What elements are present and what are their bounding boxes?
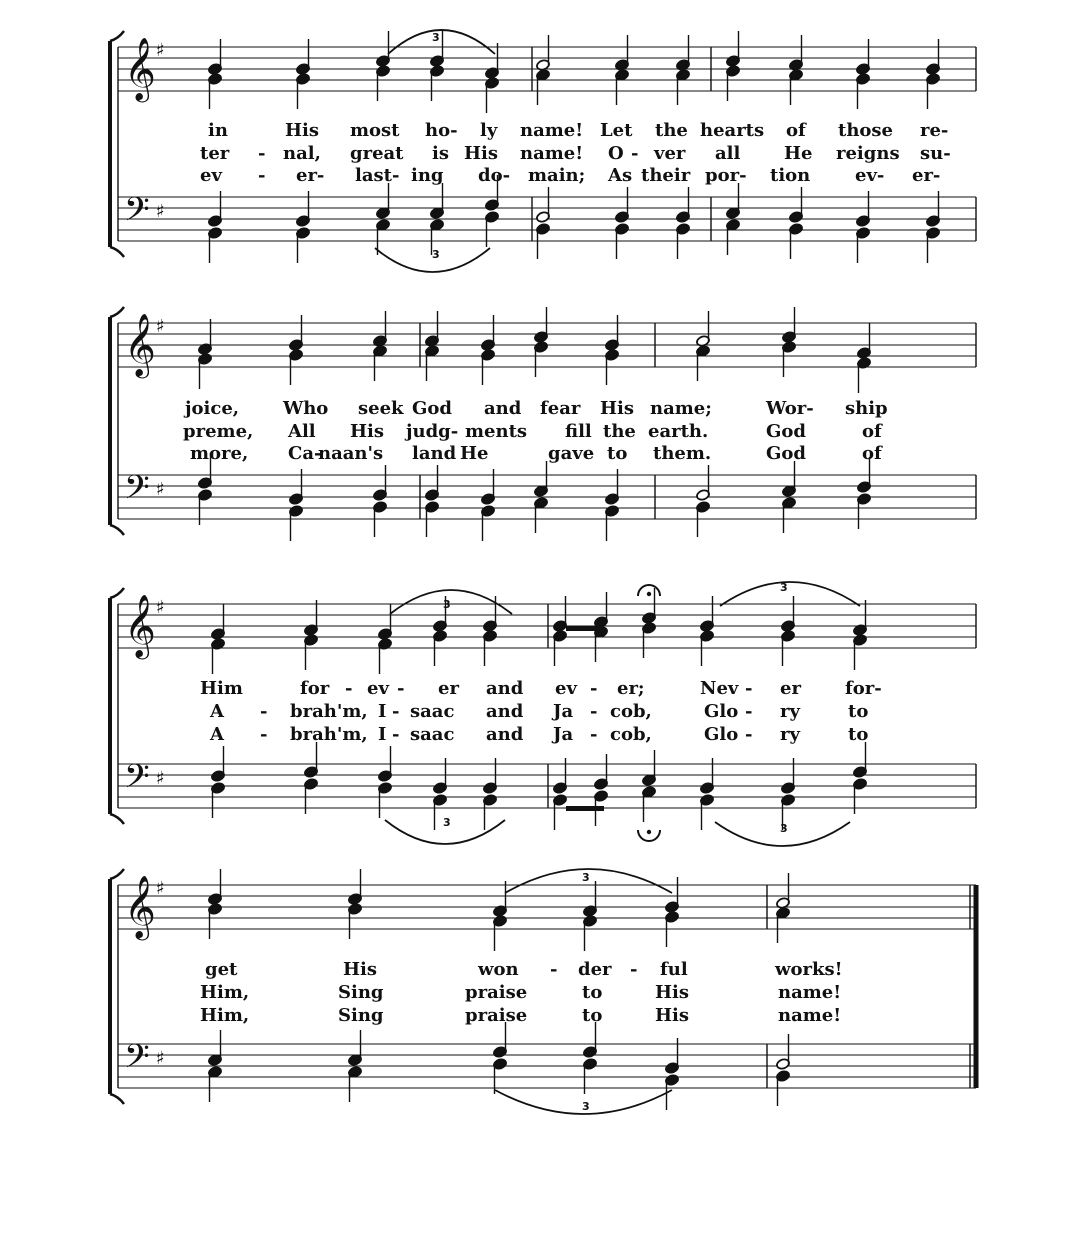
key-sharp: ♯ (156, 878, 165, 899)
lyric-word: er (780, 678, 801, 699)
lyric-line-3-3 (209, 724, 868, 745)
lyric-word: He (460, 443, 489, 464)
fermata-dot (647, 830, 651, 834)
lyric-word: brah'm, (290, 701, 368, 722)
lyric-word: praise (465, 1005, 528, 1026)
lyric-word: name! (778, 982, 842, 1003)
treble-clef: 𝄞 (124, 313, 156, 376)
lyric-word: - (745, 724, 753, 745)
treble-clef: 𝄞 (124, 875, 156, 938)
lyric-line-1-2 (200, 143, 951, 164)
lyric-word: His (285, 120, 319, 141)
lyric-word: them. (653, 443, 712, 464)
lyric-word: great (350, 143, 404, 164)
lyric-word: main; (528, 165, 586, 186)
lyric-word: saac (410, 724, 455, 745)
lyric-word: preme, (183, 421, 254, 442)
lyric-word: works! (775, 959, 843, 980)
lyric-word: in (208, 120, 228, 141)
lyric-word: - (392, 701, 400, 722)
lyric-word: His (655, 982, 689, 1003)
lyric-word: su- (920, 143, 951, 164)
lyric-word: nal, (283, 143, 321, 164)
lyric-word: God (766, 421, 806, 442)
lyric-word: er- (296, 165, 325, 186)
triplet-number: 3 (432, 31, 440, 44)
lyric-word: Him, (200, 1005, 250, 1026)
lyric-word: praise (465, 982, 528, 1003)
lyric-word: and (486, 678, 524, 699)
lyric-word: - (631, 143, 639, 164)
lyric-word: er; (617, 678, 645, 699)
triplet-number: 3 (780, 822, 788, 835)
lyric-word: and (484, 398, 522, 419)
lyric-word: get (205, 959, 238, 980)
lyric-word: Let (600, 120, 633, 141)
lyric-word: ry (780, 701, 800, 722)
lyric-word: ev (555, 678, 577, 699)
lyric-word: for- (845, 678, 882, 699)
lyric-word: to (607, 443, 628, 464)
lyric-word: joice, (185, 398, 240, 419)
bass-clef: 𝄢 (124, 191, 150, 237)
lyric-word: - (260, 701, 268, 722)
lyric-word: for (300, 678, 330, 699)
lyric-word: fear (540, 398, 581, 419)
key-sharp: ♯ (156, 316, 165, 337)
lyric-word: - (258, 143, 266, 164)
lyric-word: Ca- (288, 443, 322, 464)
lyric-word: Glo (704, 724, 739, 745)
bracket-hook (110, 869, 124, 879)
triplet-number: 3 (582, 871, 590, 884)
lyric-word: Him, (200, 982, 250, 1003)
lyric-word: is (432, 143, 449, 164)
note-beam (566, 626, 604, 631)
lyric-line-2-1 (183, 398, 888, 419)
lyric-word: reigns (836, 143, 900, 164)
lyric-word: Who (283, 398, 329, 419)
lyric-word: the (655, 120, 688, 141)
lyric-word: - (745, 701, 753, 722)
triplet-slur (390, 590, 512, 614)
lyric-word: He (784, 143, 813, 164)
lyric-word: ful (660, 959, 688, 980)
note-beam (566, 806, 604, 811)
key-sharp: ♯ (156, 40, 165, 61)
lyric-word: re- (920, 120, 949, 141)
lyric-word: judg- (406, 421, 459, 442)
lyric-word: cob, (610, 701, 652, 722)
lyric-word: - (590, 701, 598, 722)
lyric-word: naan's (318, 443, 384, 464)
lyric-word: and (486, 701, 524, 722)
lyric-word: fill (565, 421, 592, 442)
lyric-word: His (655, 1005, 689, 1026)
lyric-word: ter (200, 143, 230, 164)
bracket-hook (110, 525, 124, 535)
lyrics-system-2 (183, 398, 888, 464)
lyric-word: most (350, 120, 400, 141)
lyric-word: Wor- (766, 398, 814, 419)
lyric-line-4-1 (205, 959, 843, 980)
treble-clef: 𝄞 (124, 37, 156, 100)
lyric-word: ev (200, 165, 222, 186)
bracket-hook (110, 588, 124, 598)
lyric-word: ments (465, 421, 528, 442)
lyric-word: and (486, 724, 524, 745)
lyric-word: of (862, 421, 882, 442)
bracket-hook (110, 247, 124, 257)
lyric-word: Him (200, 678, 243, 699)
triplet-number: 3 (432, 248, 440, 261)
lyric-word: Sing (338, 1005, 384, 1026)
lyric-word: His (464, 143, 498, 164)
bracket-hook (110, 1094, 124, 1104)
lyric-word: As (608, 165, 633, 186)
bass-clef: 𝄢 (124, 1038, 150, 1084)
lyric-word: - (397, 678, 405, 699)
lyric-word: ly (480, 120, 498, 141)
fermata-dot (647, 592, 651, 596)
lyric-word: - (345, 678, 353, 699)
bass-clef: 𝄢 (124, 469, 150, 515)
triplet-number: 3 (443, 816, 451, 829)
lyric-word: er (438, 678, 459, 699)
lyric-word: name! (778, 1005, 842, 1026)
lyric-word: Sing (338, 982, 384, 1003)
treble-clef: 𝄞 (124, 594, 156, 657)
key-sharp: ♯ (156, 597, 165, 618)
lyric-word: A (210, 724, 224, 745)
bracket-hook (110, 814, 124, 824)
lyric-line-1-1 (208, 120, 948, 141)
lyrics-system-1 (200, 120, 951, 186)
lyric-word: seek (358, 398, 404, 419)
music-notation (110, 30, 976, 1114)
key-sharp: ♯ (156, 768, 165, 789)
key-sharp: ♯ (156, 479, 165, 500)
lyric-word: Glo (704, 701, 739, 722)
lyric-word: A (210, 701, 224, 722)
lyric-word: all (715, 143, 741, 164)
lyric-word: - (260, 724, 268, 745)
lyric-word: ship (845, 398, 888, 419)
lyric-word: to (582, 982, 603, 1003)
lyric-word: brah'm, (290, 724, 368, 745)
bracket-hook (110, 31, 124, 41)
triplet-marks (432, 31, 788, 1113)
triplet-slur (720, 582, 860, 606)
lyric-word: ver (654, 143, 686, 164)
lyric-word: I (378, 724, 387, 745)
lyric-word: do- (478, 165, 511, 186)
lyric-word: - (745, 678, 753, 699)
lyric-word: to (848, 724, 869, 745)
lyric-word: por- (705, 165, 747, 186)
lyric-word: Nev (700, 678, 739, 699)
lyric-word: won (478, 959, 519, 980)
lyric-line-3-1 (200, 678, 882, 699)
lyric-word: - (590, 678, 598, 699)
lyric-word: gave (548, 443, 595, 464)
lyric-line-1-3 (200, 165, 940, 186)
lyric-word: God (412, 398, 452, 419)
lyric-word: last- (355, 165, 400, 186)
triplet-number: 3 (582, 1100, 590, 1113)
lyric-word: name! (520, 143, 584, 164)
lyric-word: - (550, 959, 558, 980)
lyric-word: - (590, 724, 598, 745)
lyric-word: - (392, 724, 400, 745)
lyric-word: His (343, 959, 377, 980)
lyric-word: ho- (425, 120, 458, 141)
lyric-word: to (582, 1005, 603, 1026)
lyric-word: the (603, 421, 636, 442)
triplet-slur (388, 30, 495, 54)
lyric-word: tion (770, 165, 811, 186)
lyric-word: ev (367, 678, 389, 699)
triplet-number: 3 (443, 598, 451, 611)
lyric-line-4-2 (200, 982, 841, 1003)
lyric-word: der (578, 959, 612, 980)
lyric-word: of (862, 443, 882, 464)
lyric-word: Ja (553, 724, 574, 745)
lyric-line-2-2 (183, 421, 883, 442)
lyric-word: His (600, 398, 634, 419)
lyrics-system-3 (200, 678, 882, 745)
lyric-word: earth. (648, 421, 709, 442)
lyric-line-4-3 (200, 1005, 841, 1026)
lyric-word: Ja (553, 701, 574, 722)
lyric-word: - (258, 165, 266, 186)
lyric-word: those (838, 120, 893, 141)
triplet-number: 3 (780, 581, 788, 594)
lyric-word: I (378, 701, 387, 722)
key-sharp: ♯ (156, 1048, 165, 1069)
lyric-word: to (848, 701, 869, 722)
lyric-line-3-2 (209, 701, 868, 722)
lyric-line-2-3 (190, 443, 883, 464)
lyric-word: cob, (610, 724, 652, 745)
lyric-word: of (786, 120, 806, 141)
key-sharp: ♯ (156, 201, 165, 222)
lyrics-system-4 (200, 959, 843, 1026)
lyric-word: All (288, 421, 316, 442)
lyric-word: ev- (855, 165, 885, 186)
lyric-word: saac (410, 701, 455, 722)
lyric-word: His (350, 421, 384, 442)
lyric-word: God (766, 443, 806, 464)
lyric-word: O (608, 143, 624, 164)
bracket-hook (110, 307, 124, 317)
lyric-word: ry (780, 724, 800, 745)
lyric-word: name! (520, 120, 584, 141)
lyric-word: ing (411, 165, 444, 186)
lyric-word: name; (650, 398, 712, 419)
lyric-word: land (412, 443, 457, 464)
lyric-word: hearts (700, 120, 765, 141)
lyric-word: their (641, 165, 691, 186)
bass-clef: 𝄢 (124, 758, 150, 804)
lyric-word: - (630, 959, 638, 980)
lyric-word: more, (190, 443, 249, 464)
lyric-word: er- (912, 165, 941, 186)
